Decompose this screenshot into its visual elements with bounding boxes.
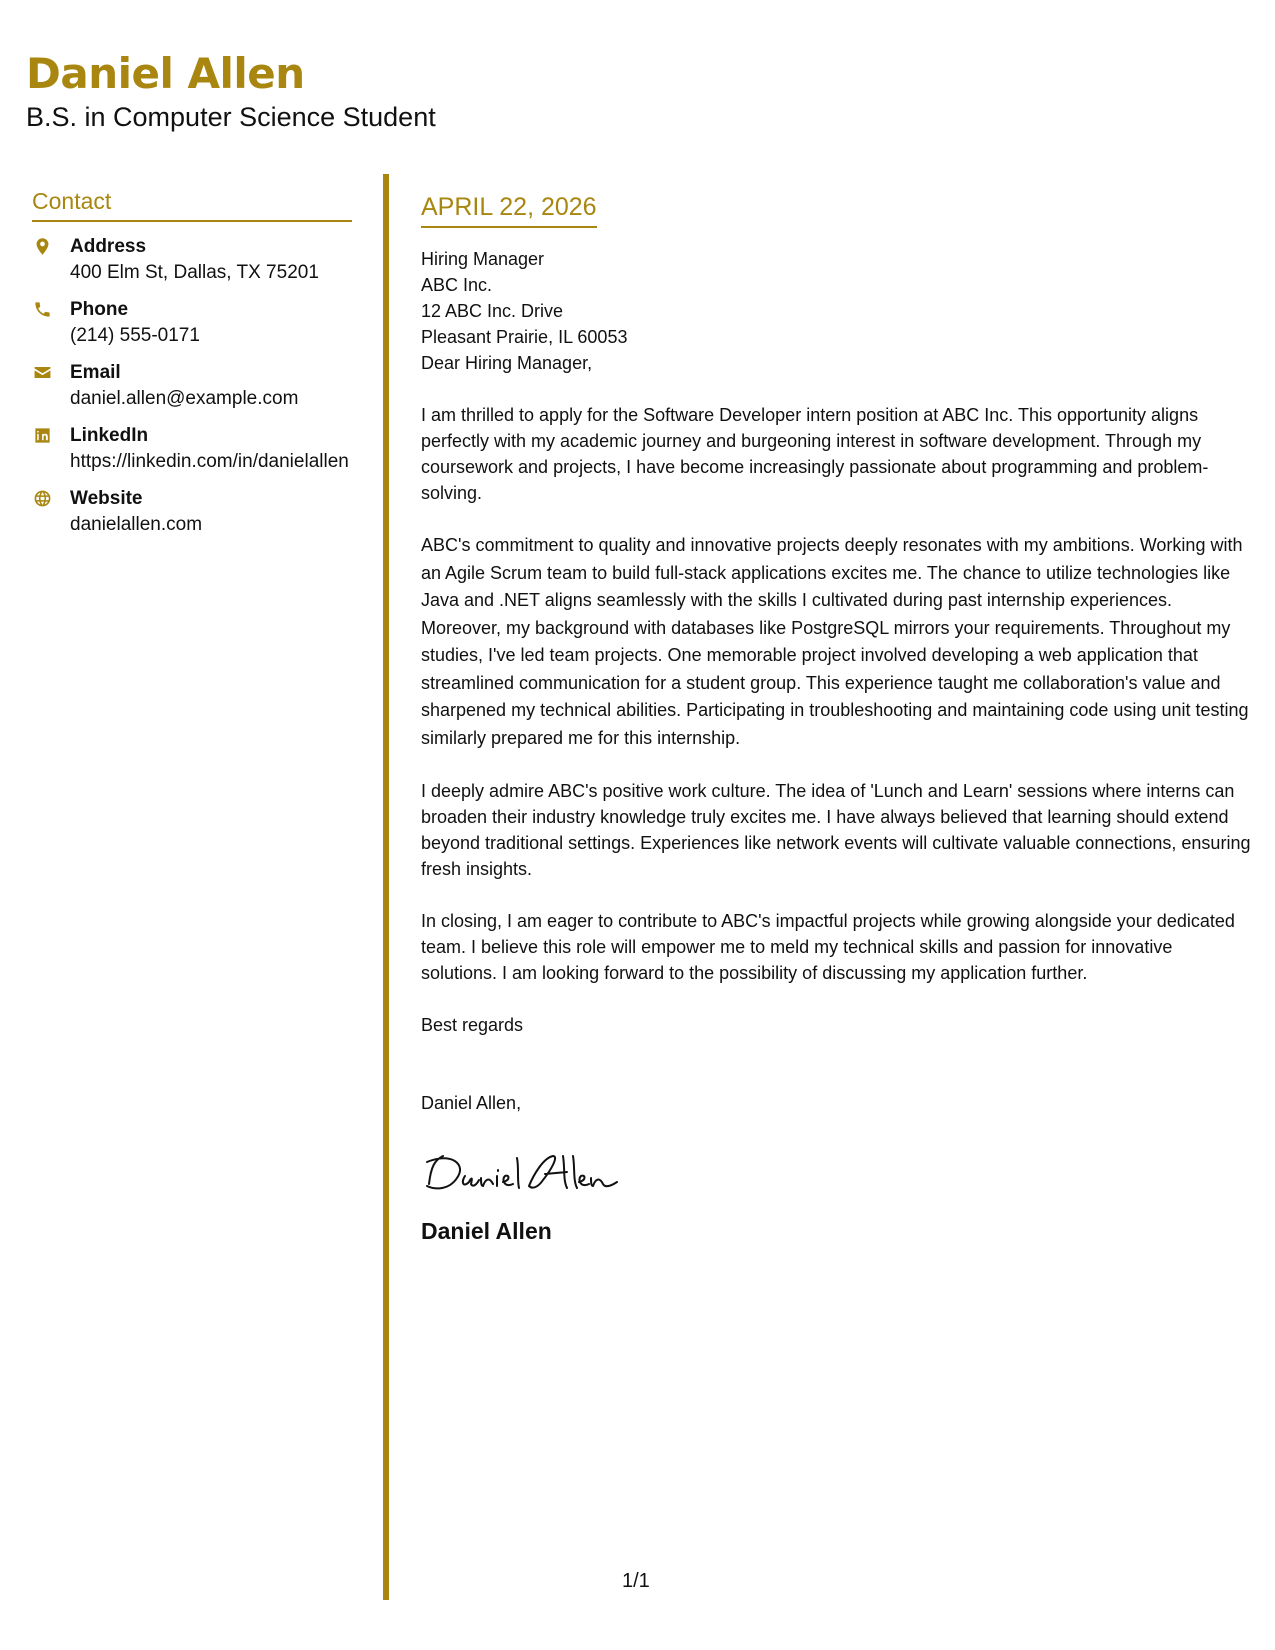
- email-value[interactable]: daniel.allen@example.com: [70, 388, 299, 409]
- contact-label: Phone: [70, 299, 129, 320]
- recipient-block: [421, 246, 1251, 376]
- letter-body: [421, 190, 1251, 1246]
- contact-sidebar: [32, 186, 352, 549]
- page-number: 1/1: [622, 1570, 650, 1592]
- contact-label: Website: [70, 488, 143, 509]
- map-pin-icon: [32, 236, 52, 256]
- phone-value[interactable]: (214) 555-0171: [70, 325, 200, 346]
- handwritten-signature: [421, 1146, 631, 1202]
- contact-label: Email: [70, 362, 121, 383]
- contact-label: LinkedIn: [70, 425, 149, 446]
- contact-heading: Contact: [32, 186, 352, 222]
- printed-name: Daniel Allen: [421, 1218, 552, 1244]
- contact-item-email: [32, 360, 352, 412]
- contact-list: [32, 234, 352, 538]
- contact-item-address: [32, 234, 352, 286]
- address-value: 400 Elm St, Dallas, TX 75201: [70, 262, 319, 283]
- linkedin-value[interactable]: https://linkedin.com/in/danielallen: [70, 451, 349, 472]
- letter-paragraph: ABC's commitment to quality and innovative projects deeply resonates with my ambitions. Working with an Agile Scrum team to build full-stack applications excites me. The chance to utilize technologies like Java and .NET aligns seamlessly with the skills I cultivated during past internship experiences. Moreover, my background with databases like PostgreSQL mirrors your requirements. Throughout my studies, I've led team projects. One memorable project involved developing a web application that streamlined communication for a student group. This experience taught me collaboration's value and sharpened my technical abilities. Participating in troubleshooting and maintaining code using unit testing similarly prepared me for this internship.: [421, 535, 1249, 748]
- contact-label: Address: [70, 236, 147, 257]
- globe-icon: [32, 488, 52, 508]
- closing: Best regards: [421, 1015, 524, 1035]
- recipient-line: 12 ABC Inc. Drive: [421, 301, 564, 321]
- envelope-icon: [32, 362, 52, 382]
- applicant-subtitle: B.S. in Computer Science Student: [26, 102, 436, 132]
- contact-item-website: [32, 486, 352, 538]
- header: [26, 48, 436, 134]
- letter-paragraph: In closing, I am eager to contribute to ABC's impactful projects while growing alongside your dedicated team. I believe this role will empower me to meld my technical skills and passion for innovative solutions. I am looking forward to the possibility of discussing my application further.: [421, 911, 1235, 983]
- recipient-line: Hiring Manager: [421, 249, 545, 269]
- linkedin-icon: [32, 425, 52, 445]
- letter-date: APRIL 22, 2026: [421, 190, 597, 228]
- recipient-line: Pleasant Prairie, IL 60053: [421, 327, 628, 347]
- website-value[interactable]: danielallen.com: [70, 514, 203, 535]
- phone-icon: [32, 299, 52, 319]
- contact-item-phone: [32, 297, 352, 349]
- salutation: Dear Hiring Manager,: [421, 353, 593, 373]
- recipient-line: ABC Inc.: [421, 275, 493, 295]
- sign-off-name: Daniel Allen,: [421, 1093, 522, 1113]
- applicant-name: Daniel Allen: [26, 49, 305, 98]
- letter-paragraph: I am thrilled to apply for the Software Developer intern position at ABC Inc. This opportunity aligns perfectly with my academic journey and burgeoning interest in software development. Through my coursework and projects, I have become increasingly passionate about programming and problem-solving.: [421, 405, 1209, 503]
- contact-item-linkedin: [32, 423, 352, 475]
- vertical-divider: [383, 174, 389, 1600]
- letter-paragraph: I deeply admire ABC's positive work culture. The idea of 'Lunch and Learn' sessions where interns can broaden their industry knowledge truly excites me. I have always believed that learning should extend beyond traditional settings. Experiences like network events will cultivate valuable connections, ensuring fresh insights.: [421, 781, 1251, 879]
